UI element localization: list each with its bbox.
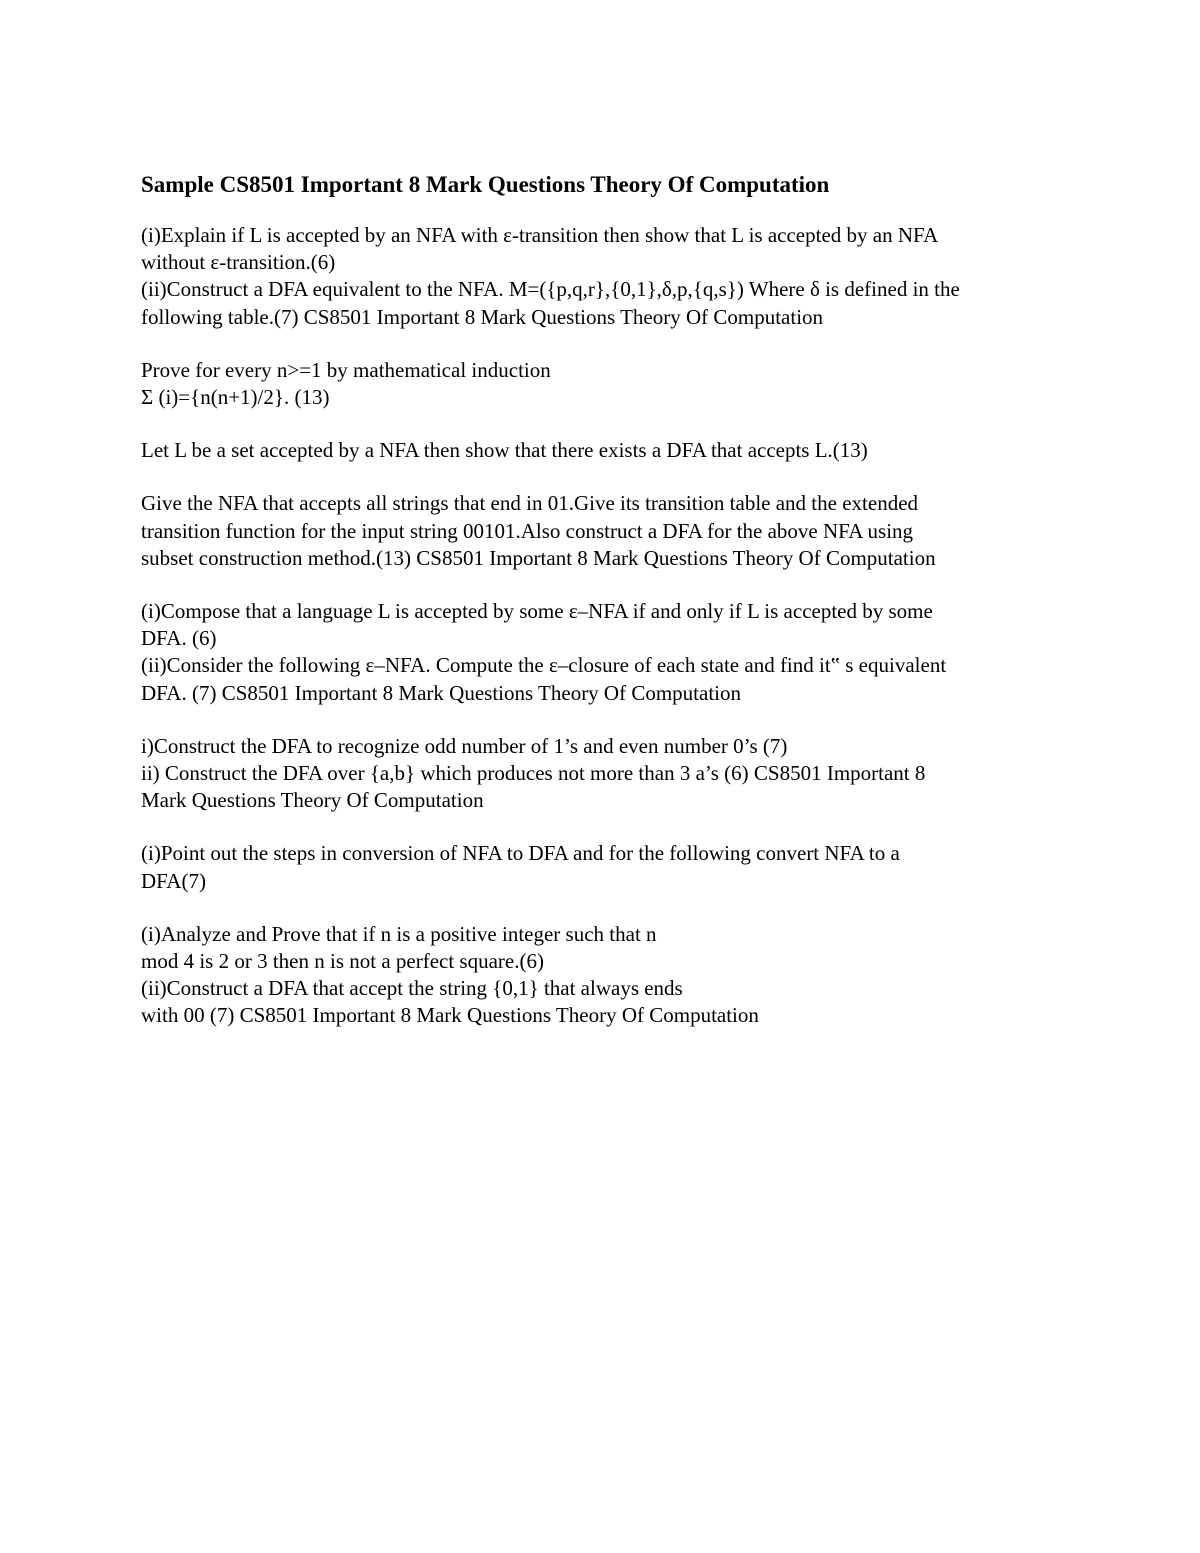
question-line: without ε-transition.(6) (141, 250, 336, 275)
question-line: mod 4 is 2 or 3 then n is not a perfect square.(6) (141, 949, 544, 974)
question-line: Prove for every n>=1 by mathematical induction (141, 357, 551, 382)
question-line: subset construction method.(13) CS8501 Important 8 Mark Questions Theory Of Computation (141, 545, 936, 570)
question-line: Let L be a set accepted by a NFA then show that there exists a DFA that accepts L.(13) (141, 438, 868, 463)
question-block-5 (141, 598, 1081, 707)
question-line: (ii)Construct a DFA equivalent to the NFA. M=({p,q,r},{0,1},δ,p,{q,s}) Where δ is defined in the (141, 277, 960, 302)
question-line: i)Construct the DFA to recognize odd number of 1’s and even number 0’s (7) (141, 733, 788, 758)
document-title: Sample CS8501 Important 8 Mark Questions Theory Of Computation (141, 172, 830, 197)
question-block-3 (141, 437, 1081, 464)
question-block-4 (141, 490, 1081, 572)
question-line: (i)Compose that a language L is accepted by some ε–NFA if and only if L is accepted by some (141, 599, 933, 624)
question-line: DFA. (6) (141, 626, 217, 651)
question-block-1 (141, 222, 1081, 331)
question-line: DFA(7) (141, 868, 206, 893)
question-line: ii) Construct the DFA over {a,b} which produces not more than 3 a’s (6) CS8501 Important 8 (141, 761, 926, 786)
question-line: Σ (i)={n(n+1)/2}. (13) (141, 385, 330, 410)
document-page (141, 170, 1081, 1056)
question-block-8 (141, 921, 1081, 1030)
question-block-2 (141, 357, 1081, 411)
question-line: with 00 (7) CS8501 Important 8 Mark Questions Theory Of Computation (141, 1003, 759, 1028)
question-block-7 (141, 840, 1081, 894)
question-line: transition function for the input string 00101.Also construct a DFA for the above NFA using (141, 518, 914, 543)
question-line: (ii)Construct a DFA that accept the string {0,1} that always ends (141, 976, 683, 1001)
question-line: (ii)Consider the following ε–NFA. Compute the ε–closure of each state and find it‟ s equivalent (141, 653, 947, 678)
question-line: Mark Questions Theory Of Computation (141, 788, 484, 813)
question-line: following table.(7) CS8501 Important 8 Mark Questions Theory Of Computation (141, 304, 824, 329)
question-line: Give the NFA that accepts all strings that end in 01.Give its transition table and the extended (141, 491, 919, 516)
question-line: DFA. (7) CS8501 Important 8 Mark Questions Theory Of Computation (141, 680, 742, 705)
question-line: (i)Analyze and Prove that if n is a positive integer such that n (141, 921, 657, 946)
question-line: (i)Point out the steps in conversion of NFA to DFA and for the following convert NFA to a (141, 841, 900, 866)
question-line: (i)Explain if L is accepted by an NFA with ε-transition then show that L is accepted by an NFA (141, 223, 939, 247)
question-block-6 (141, 733, 1081, 815)
